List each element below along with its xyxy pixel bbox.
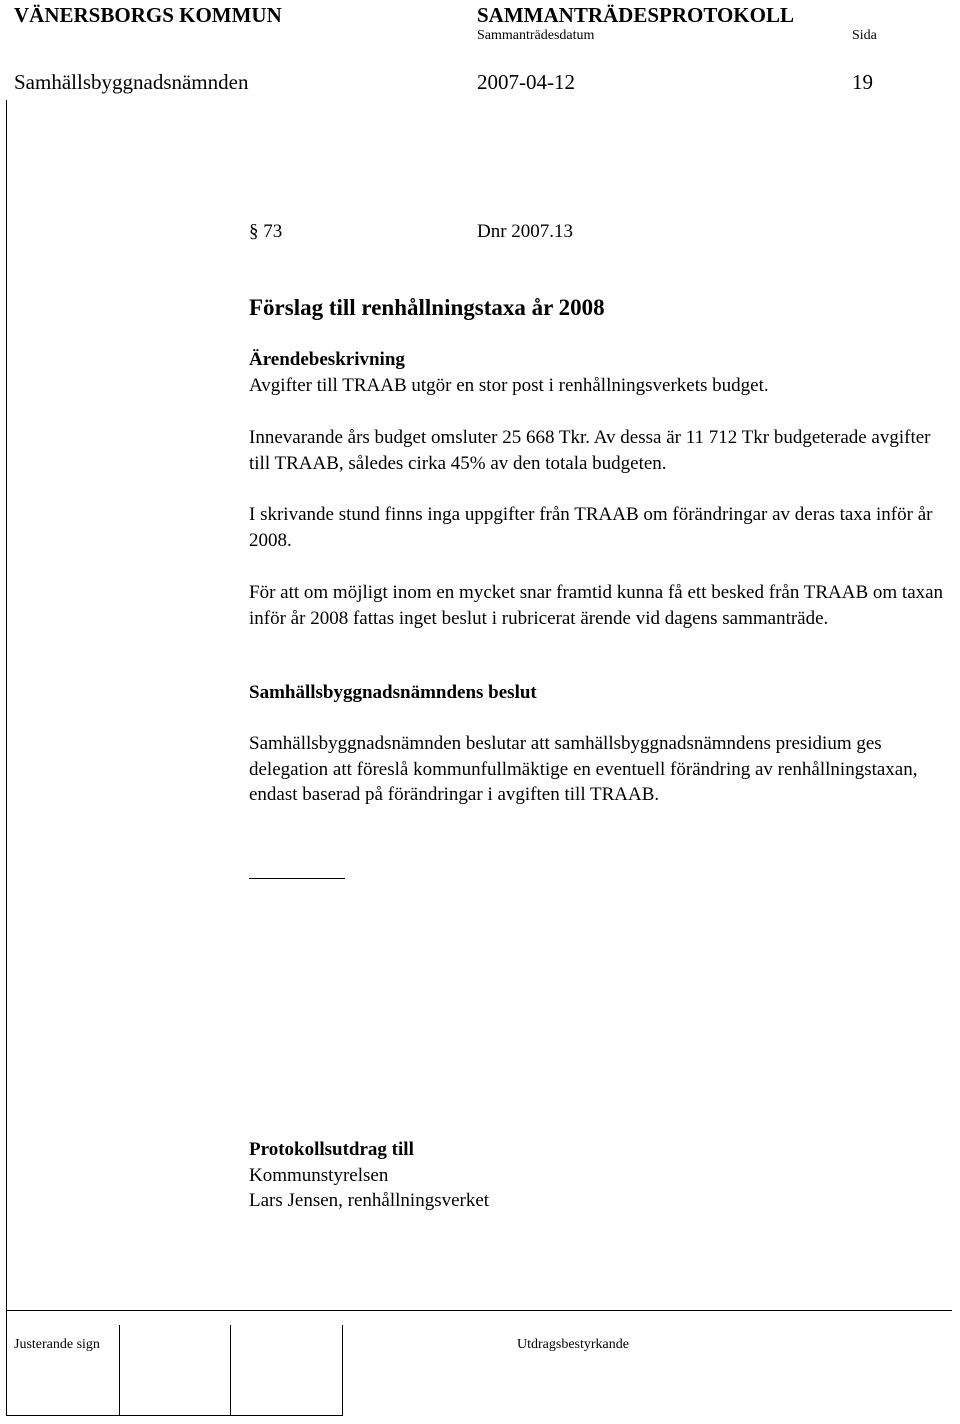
description-paragraph: Innevarande års budget omsluter 25 668 Tkr. Av dessa är 11 712 Tkr budgeterade avgifter till TRAAB, således cirka 45% av den totala budgeten.	[249, 427, 931, 474]
signature-label: Justerande sign	[14, 1337, 100, 1352]
description-paragraph: Avgifter till TRAAB utgör en stor post i renhållningsverkets budget.	[249, 375, 769, 396]
recipient: Lars Jensen, renhållningsverket	[249, 1190, 490, 1211]
page-label: Sida	[852, 28, 877, 43]
meeting-date-label: Sammanträdesdatum	[477, 28, 595, 43]
description-paragraph: I skrivande stund finns inga uppgifter från TRAAB om förändringar av deras taxa inför år 2008.	[249, 504, 933, 551]
signature-box-divider	[230, 1325, 231, 1416]
decision-text: Samhällsbyggnadsnämnden beslutar att samhällsbyggnadsnämndens presidium ges delegation att föreslå kommunfullmäktige en eventuell förändring av renhållningstaxan, endast baserad på förändringar i avgiften till TRAAB.	[249, 733, 918, 805]
distribution-heading: Protokollsutdrag till	[249, 1139, 414, 1160]
separator-line	[249, 878, 345, 879]
recipient: Kommunstyrelsen	[249, 1165, 389, 1186]
description-paragraph: För att om möjligt inom en mycket snar framtid kunna få ett besked från TRAAB om taxan inför år 2008 fattas inget beslut i rubricerat ärende vid dagens sammanträde.	[249, 582, 944, 629]
certification-label: Utdragsbestyrkande	[517, 1337, 629, 1352]
margin-line	[6, 100, 7, 1310]
signature-box-divider	[342, 1325, 343, 1416]
footer-top-line	[6, 1310, 952, 1311]
signature-box-divider	[119, 1325, 120, 1416]
meeting-date: 2007-04-12	[477, 70, 575, 94]
protocol-type: SAMMANTRÄDESPROTOKOLL	[477, 3, 794, 27]
section-number: § 73	[249, 221, 283, 242]
case-dnr: Dnr 2007.13	[477, 221, 574, 242]
decision-heading: Samhällsbyggnadsnämndens beslut	[249, 682, 537, 703]
description-heading: Ärendebeskrivning	[249, 349, 405, 370]
municipality-name: VÄNERSBORGS KOMMUN	[14, 3, 282, 27]
committee-name: Samhällsbyggnadsnämnden	[14, 70, 249, 94]
page-number: 19	[852, 70, 873, 94]
footer-left-border	[6, 1310, 7, 1416]
footer-bottom-line	[6, 1415, 342, 1416]
case-title: Förslag till renhållningstaxa år 2008	[249, 295, 605, 320]
